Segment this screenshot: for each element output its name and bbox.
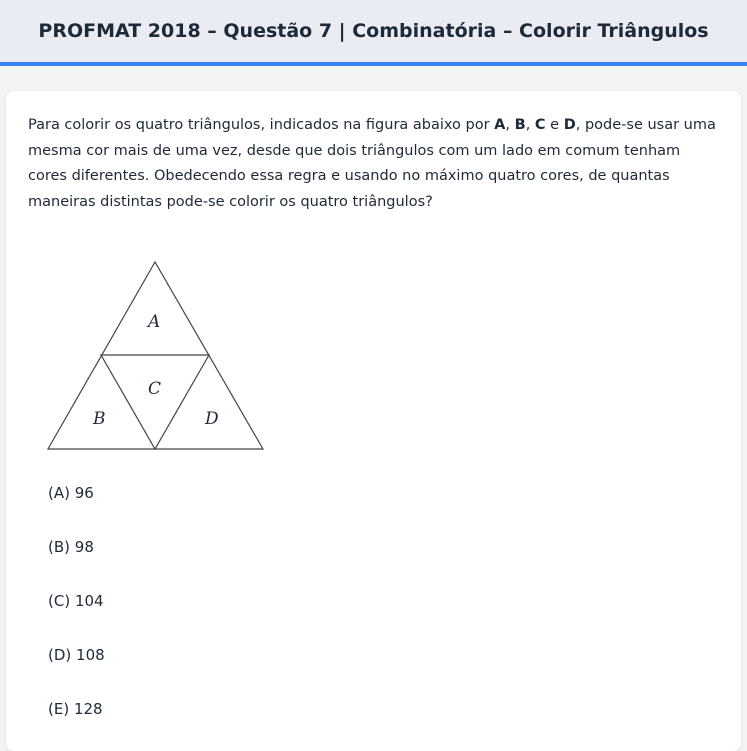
option-c[interactable] (48, 588, 105, 642)
option-b[interactable] (48, 534, 105, 588)
question-card (6, 91, 741, 751)
option-value: 128 (73, 700, 103, 718)
label-a: A (494, 117, 506, 133)
option-letter: (B) (48, 538, 70, 556)
option-letter: (E) (48, 700, 70, 718)
question-text-part: , pode-se usar uma mesma cor mais de uma vez, desde que dois triângulos com um lado em comum tenham cores diferentes. Obedecendo essa regra e usando no máximo quatro cores, de quantas maneiras distintas pode-se colorir os quatro triângulos? (28, 117, 716, 210)
question-separator: e (545, 117, 564, 133)
option-value: 98 (74, 538, 94, 556)
triangle-label-d: D (205, 409, 219, 429)
triangle-label-c: C (148, 379, 162, 399)
option-letter: (A) (48, 484, 70, 502)
inner-triangle (101, 355, 209, 449)
option-a[interactable] (48, 480, 105, 534)
triangle-label-b: B (93, 409, 106, 429)
question-separator: , (525, 117, 535, 133)
option-value: 96 (74, 484, 94, 502)
page-title: PROFMAT 2018 – Questão 7 | Combinatória – Colorir Triângulos (38, 20, 709, 42)
option-d[interactable] (48, 642, 105, 696)
page-header (0, 0, 747, 66)
label-c: C (534, 117, 546, 133)
label-d: D (563, 117, 576, 133)
option-letter: (C) (48, 592, 71, 610)
triangle-label-a: A (148, 312, 161, 332)
label-b: B (514, 117, 526, 133)
triangles-figure (46, 259, 268, 455)
question-text-part: Para colorir os quatro triângulos, indicados na figura abaixo por (28, 117, 495, 133)
option-letter: (D) (48, 646, 72, 664)
question-separator: , (505, 117, 515, 133)
answer-options (48, 480, 105, 750)
option-e[interactable] (48, 696, 105, 750)
option-value: 108 (76, 646, 105, 664)
question-text (28, 113, 718, 215)
option-value: 104 (74, 592, 104, 610)
